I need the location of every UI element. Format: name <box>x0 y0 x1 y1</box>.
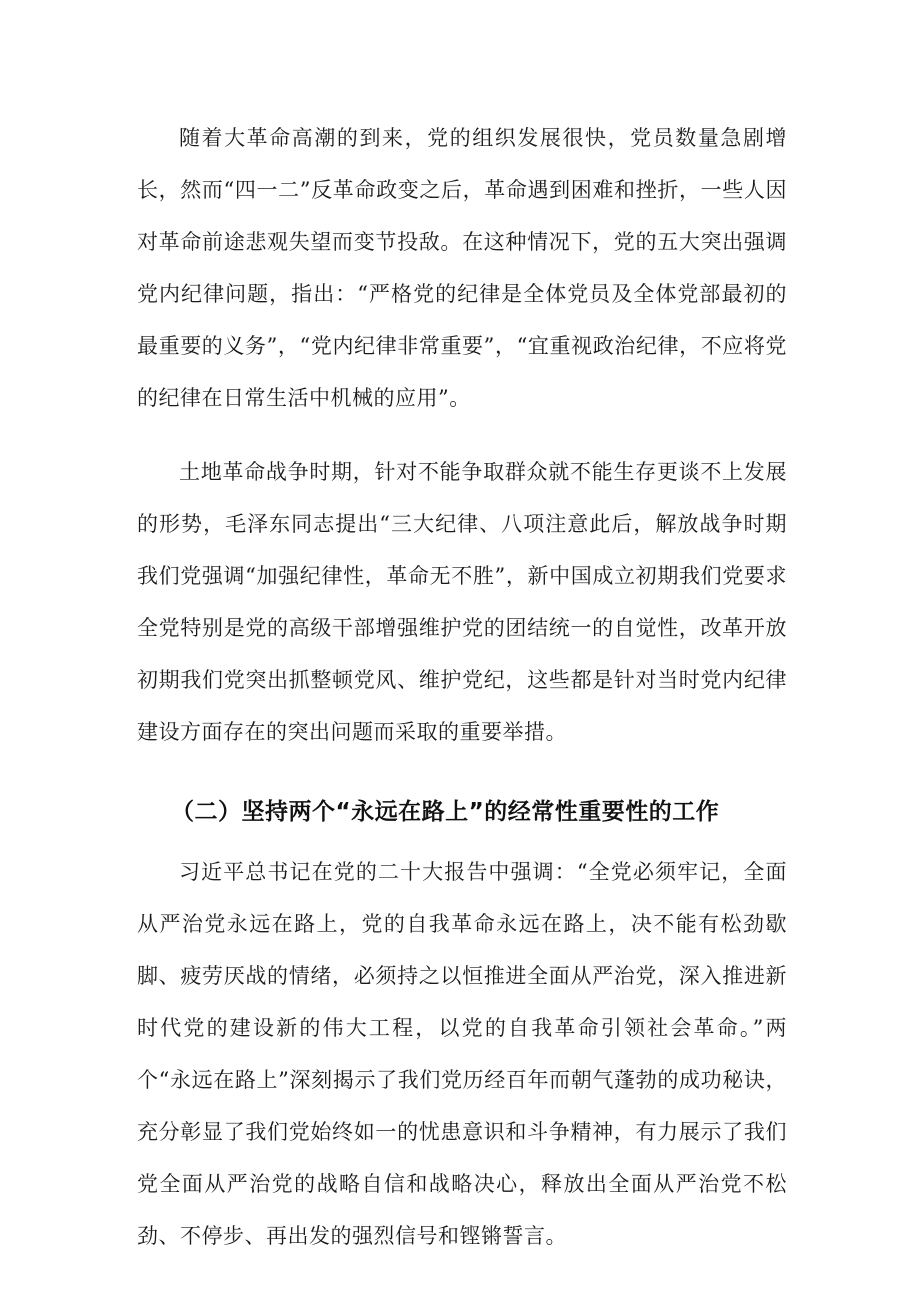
paragraph-land-revolution: 土地革命战争时期，针对不能争取群众就不能生存更谈不上发展的形势，毛泽东同志提出“三大纪律、八项注意此后，解放战争时期我们党强调“加强纪律性，革命无不胜”，新中国成立初期我们党要求全党特别是党的高级干部增强维护党的团结统一的自觉性，改革开放初期我们党突出抓整顿党风、维护党纪，这些都是针对当时党内纪律建设方面存在的突出问题而采取的重要举措。 <box>137 460 787 744</box>
paragraph-always-on-road: 习近平总书记在党的二十大报告中强调：“全党必须牢记，全面从严治党永远在路上，党的自我革命永远在路上，决不能有松劲歇脚、疲劳厌战的情绪，必须持之以恒推进全面从严治党，深入推进新时代党的建设新的伟大工程，以党的自我革命引领社会革命。”两个“永远在路上”深刻揭示了我们党历经百年而朝气蓬勃的成功秘诀，充分彰显了我们党始终如一的忧患意识和斗争精神，有力展示了我们党全面从严治党的战略自信和战略决心，释放出全面从严治党不松劲、不停步、再出发的强烈信号和铿锵誓言。 <box>137 860 787 1248</box>
section-heading: （二）坚持两个“永远在路上”的经常性重要性的工作 <box>171 799 720 825</box>
document-body <box>137 112 787 1262</box>
paragraph-revolution-discipline: 随着大革命高潮的到来，党的组织发展很快，党员数量急剧增长，然而“四一二”反革命政变之后，革命遇到困难和挫折，一些人因对革命前途悲观失望而变节投敌。在这种情况下，党的五大突出强调党内纪律问题，指出：“严格党的纪律是全体党员及全体党部最初的最重要的义务”，“党内纪律非常重要”，“宜重视政治纪律，不应将党的纪律在日常生活中机械的应用”。 <box>137 126 787 410</box>
